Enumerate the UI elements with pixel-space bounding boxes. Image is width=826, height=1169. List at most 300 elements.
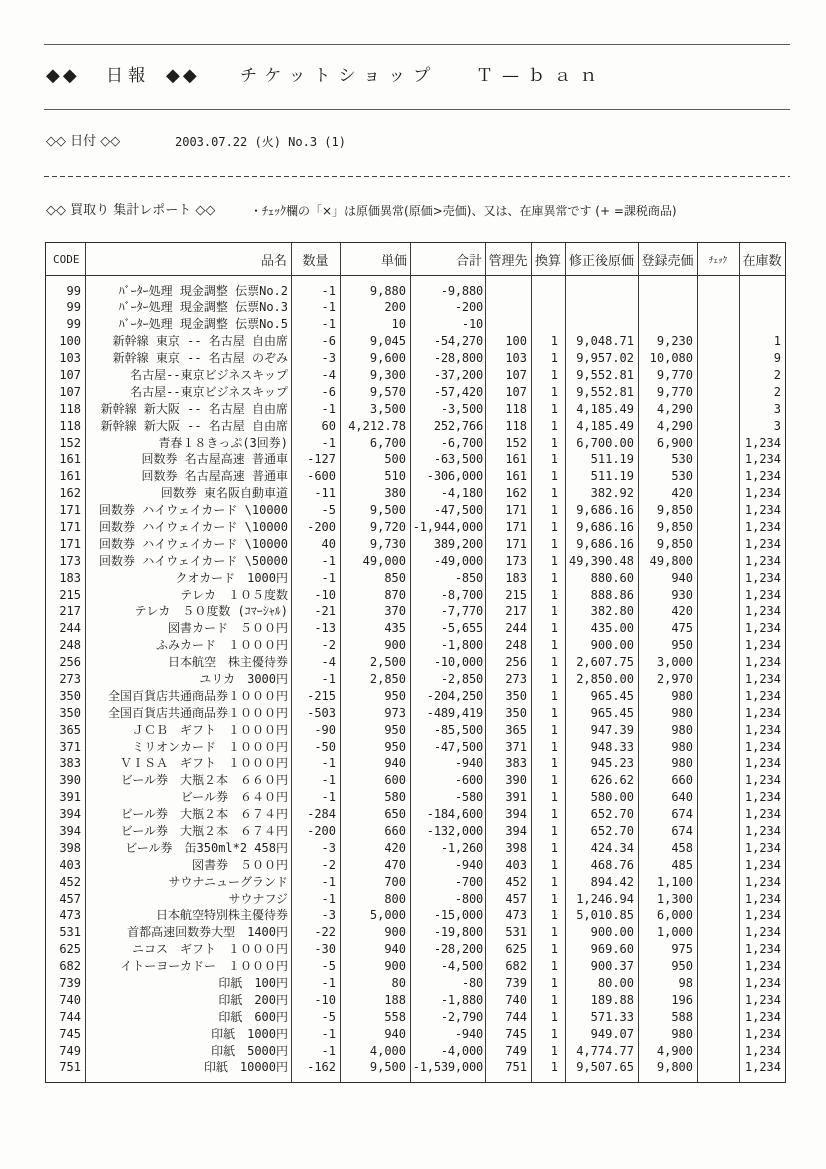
cell-sale-price: 950 <box>671 638 693 653</box>
cell-unit-price: 9,720 <box>369 519 406 534</box>
report-date: 2003.07.22 (火) No.3 (1) <box>175 135 346 149</box>
cell-adjusted-cost: 1,246.94 <box>576 891 634 906</box>
cell-adjusted-cost: 900.37 <box>590 959 634 974</box>
cell-adjusted-cost: 4,185.49 <box>576 401 634 416</box>
shop-name: チケットショップ <box>240 66 439 86</box>
cell-item-name: 青春１８きっぷ(3回券) <box>158 435 288 450</box>
table-row <box>46 350 785 367</box>
cell-stock: 1,234 <box>744 959 781 974</box>
cell-quantity: -3 <box>321 351 336 366</box>
cell-sale-price: 640 <box>671 790 693 805</box>
cell-unit-price: 973 <box>384 705 406 720</box>
cell-stock: 1,234 <box>744 553 781 568</box>
cell-managed-by: 739 <box>505 976 527 991</box>
cell-total: -8,700 <box>440 587 483 602</box>
cell-quantity: -11 <box>314 486 336 501</box>
cell-adjusted-cost: 9,552.81 <box>576 367 634 382</box>
cell-stock: 1,234 <box>744 688 781 703</box>
cell-code: 394 <box>59 824 81 838</box>
cell-total: -306,000 <box>426 469 483 484</box>
cell-managed-by: 744 <box>505 1009 527 1024</box>
cell-quantity: -1 <box>321 283 336 298</box>
cell-managed-by: 531 <box>505 925 527 940</box>
cell-total: -489,419 <box>426 705 483 720</box>
cell-item-name: ふみカード １０００円 <box>155 638 288 653</box>
cell-total: -63,500 <box>433 452 483 467</box>
cell-unit-price: 9,045 <box>369 334 406 349</box>
cell-total: -19,800 <box>433 925 483 940</box>
cell-stock: 1,234 <box>744 570 781 585</box>
cell-sale-price: 9,850 <box>656 536 693 551</box>
cell-total: -9,880 <box>440 283 483 298</box>
cell-item-name: テレカ ５０度数 (ｺﾏｰｼｬﾙ) <box>134 604 288 619</box>
cell-sale-price: 975 <box>671 942 693 957</box>
cell-check <box>697 874 739 891</box>
table-row <box>46 992 785 1009</box>
cell-sale-price: 9,770 <box>656 384 693 399</box>
cell-code: 531 <box>59 925 81 940</box>
cell-sale-price: 980 <box>671 705 693 720</box>
cell-managed-by <box>485 299 531 316</box>
cell-adjusted-cost: 424.34 <box>590 840 634 855</box>
table-row <box>46 333 785 350</box>
cell-conversion: 1 <box>550 807 558 822</box>
cell-stock: 1,234 <box>744 519 781 534</box>
cell-adjusted-cost: 2,607.75 <box>576 655 634 670</box>
cell-conversion: 1 <box>550 671 558 686</box>
cell-code: 751 <box>59 1060 81 1075</box>
cell-unit-price: 850 <box>384 570 406 585</box>
cell-quantity: -2 <box>321 857 336 872</box>
cell-stock: 1,234 <box>744 1009 781 1024</box>
cell-unit-price: 5,000 <box>369 908 406 923</box>
cell-stock <box>739 299 785 316</box>
cell-conversion: 1 <box>550 959 558 974</box>
column-header-managed-by: 管理先 <box>488 253 528 269</box>
cell-stock: 1 <box>773 334 781 349</box>
cell-conversion: 1 <box>550 992 558 1007</box>
cell-quantity: -21 <box>314 604 336 619</box>
column-header-unit-price: 単価 <box>380 253 407 269</box>
cell-sale-price: 980 <box>671 688 693 703</box>
cell-unit-price: 4,212.78 <box>348 418 406 433</box>
cell-quantity: -22 <box>314 925 336 940</box>
cell-stock <box>739 283 785 300</box>
cell-adjusted-cost: 652.70 <box>590 807 634 822</box>
table-row <box>46 299 785 316</box>
cell-item-name: サウナニューグランド <box>168 874 288 889</box>
cell-check <box>697 485 739 502</box>
cell-quantity: -1 <box>321 976 336 991</box>
cell-stock: 1,234 <box>744 486 781 501</box>
check-column-note: ・ﾁｪｯｸ欄の「×」は原価異常(原価>売価)、又は、在庫異常です (+ =課税商品) <box>250 204 677 218</box>
cell-managed-by: 118 <box>505 401 527 416</box>
cell-adjusted-cost: 880.60 <box>590 570 634 585</box>
cell-conversion: 1 <box>550 519 558 534</box>
cell-total: -10,000 <box>433 655 483 670</box>
cell-total: -940 <box>454 857 483 872</box>
cell-sale-price: 1,300 <box>656 891 693 906</box>
cell-unit-price: 9,500 <box>369 1060 406 1075</box>
cell-unit-price: 3,500 <box>369 401 406 416</box>
cell-managed-by: 473 <box>505 908 527 923</box>
cell-item-name: 印紙 600円 <box>218 1009 288 1024</box>
cell-unit-price: 420 <box>384 840 406 855</box>
table-row <box>46 1009 785 1026</box>
cell-adjusted-cost <box>565 283 638 300</box>
cell-item-name: 回数券 東名阪自動車道 <box>160 486 288 501</box>
cell-managed-by: 457 <box>505 891 527 906</box>
table-row <box>46 451 785 468</box>
cell-code: 625 <box>59 942 81 957</box>
cell-managed-by: 215 <box>505 587 527 602</box>
cell-item-name: 図書カード ５００円 <box>167 621 288 636</box>
table-row <box>46 654 785 671</box>
cell-item-name: 新幹線 新大阪 -- 名古屋 自由席 <box>100 418 288 433</box>
column-header-adjusted-cost: 修正後原価 <box>568 253 634 269</box>
cell-conversion: 1 <box>550 1009 558 1024</box>
table-row <box>46 570 785 587</box>
cell-conversion: 1 <box>550 351 558 366</box>
cell-item-name: イトーヨーカドー １０００円 <box>120 959 288 974</box>
cell-managed-by: 152 <box>505 435 527 450</box>
cell-conversion: 1 <box>550 401 558 416</box>
cell-adjusted-cost <box>565 316 638 333</box>
cell-managed-by: 394 <box>505 807 527 822</box>
cell-managed-by <box>485 316 531 333</box>
cell-stock: 1,234 <box>744 807 781 822</box>
cell-conversion: 1 <box>550 587 558 602</box>
cell-adjusted-cost: 900.00 <box>590 638 634 653</box>
cell-check <box>697 941 739 958</box>
cell-check <box>697 1059 739 1076</box>
table-row <box>46 958 785 975</box>
table-row <box>46 722 785 739</box>
cell-conversion: 1 <box>550 536 558 551</box>
cell-conversion: 1 <box>550 435 558 450</box>
cell-conversion: 1 <box>550 367 558 382</box>
cell-unit-price: 700 <box>384 874 406 889</box>
cell-managed-by: 162 <box>505 486 527 501</box>
cell-item-name: 日本航空特別株主優待券 <box>155 908 288 923</box>
table-row <box>46 502 785 519</box>
cell-unit-price: 660 <box>384 824 406 838</box>
cell-item-name: ニコス ギフト １０００円 <box>131 942 288 957</box>
cell-managed-by: 273 <box>505 671 527 686</box>
cell-code: 350 <box>59 688 81 703</box>
cell-quantity: -10 <box>314 992 336 1007</box>
cell-item-name: ビール券 大瓶２本 ６６０円 <box>120 773 288 788</box>
cell-total: -600 <box>454 773 483 788</box>
cell-adjusted-cost: 80.00 <box>597 976 634 991</box>
cell-code: 391 <box>59 790 81 805</box>
cell-unit-price: 370 <box>384 604 406 619</box>
cell-item-name: ビール券 大瓶２本 ６７４円 <box>120 824 288 838</box>
table-row <box>46 891 785 908</box>
cell-conversion: 1 <box>550 418 558 433</box>
cell-adjusted-cost: 511.19 <box>590 452 634 467</box>
cell-sale-price: 530 <box>671 452 693 467</box>
cell-quantity: -1 <box>321 435 336 450</box>
cell-quantity: -5 <box>321 1009 336 1024</box>
table-row <box>46 907 785 924</box>
cell-adjusted-cost: 965.45 <box>590 688 634 703</box>
cell-conversion: 1 <box>550 1043 558 1058</box>
column-header-total: 合計 <box>455 253 482 269</box>
cell-sale-price: 530 <box>671 469 693 484</box>
cell-total: -7,770 <box>440 604 483 619</box>
cell-item-name: 名古屋--東京ビジネスキップ <box>130 384 288 399</box>
cell-quantity: -13 <box>314 621 336 636</box>
cell-code: 107 <box>59 367 81 382</box>
cell-unit-price: 500 <box>384 452 406 467</box>
cell-managed-by: 161 <box>505 452 527 467</box>
cell-sale-price: 420 <box>671 604 693 619</box>
cell-unit-price: 10 <box>391 317 406 332</box>
cell-total: -850 <box>454 570 483 585</box>
cell-total: -4,180 <box>440 486 483 501</box>
cell-managed-by: 171 <box>505 519 527 534</box>
cell-total: -54,270 <box>433 334 483 349</box>
cell-code: 457 <box>59 891 81 906</box>
cell-adjusted-cost: 965.45 <box>590 705 634 720</box>
cell-check <box>697 654 739 671</box>
cell-adjusted-cost: 9,507.65 <box>576 1060 634 1075</box>
cell-quantity: -2 <box>321 638 336 653</box>
cell-unit-price: 900 <box>384 638 406 653</box>
cell-item-name: 印紙 200円 <box>218 992 288 1007</box>
cell-conversion: 1 <box>550 655 558 670</box>
cell-check <box>697 806 739 823</box>
cell-total: -15,000 <box>433 908 483 923</box>
cell-code: 215 <box>59 587 81 602</box>
cell-managed-by: 745 <box>505 1026 527 1041</box>
cell-conversion: 1 <box>550 739 558 754</box>
cell-managed-by: 350 <box>505 705 527 720</box>
cell-sale-price: 980 <box>671 739 693 754</box>
cell-total: 252,766 <box>433 418 483 433</box>
cell-unit-price: 870 <box>384 587 406 602</box>
cell-code: 152 <box>59 435 81 450</box>
cell-managed-by: 107 <box>505 367 527 382</box>
cell-code: 171 <box>59 536 81 551</box>
cell-item-name: 印紙 1000円 <box>211 1026 288 1041</box>
table-row <box>46 637 785 654</box>
table-row <box>46 1059 785 1076</box>
cell-total: -2,850 <box>440 671 483 686</box>
cell-code: 350 <box>59 705 81 720</box>
cell-check <box>697 418 739 435</box>
title-diamonds-left: ◆◆ <box>46 65 80 86</box>
cell-adjusted-cost: 652.70 <box>590 824 634 838</box>
cell-conversion: 1 <box>550 604 558 619</box>
cell-total: -580 <box>454 790 483 805</box>
cell-sale-price: 10,080 <box>649 351 693 366</box>
cell-check <box>697 536 739 553</box>
cell-conversion: 1 <box>550 722 558 737</box>
cell-total: 389,200 <box>433 536 483 551</box>
cell-stock: 1,234 <box>744 655 781 670</box>
cell-check <box>697 620 739 637</box>
cell-check <box>697 907 739 924</box>
cell-conversion: 1 <box>550 756 558 771</box>
cell-item-name: 新幹線 新大阪 -- 名古屋 自由席 <box>100 401 288 416</box>
cell-code: 100 <box>59 334 81 349</box>
cell-quantity: -5 <box>321 503 336 518</box>
cell-code: 452 <box>59 874 81 889</box>
cell-quantity: -1 <box>321 756 336 771</box>
cell-check <box>697 722 739 739</box>
cell-check <box>697 1009 739 1026</box>
cell-item-name: 全国百貨店共通商品券１０００円 <box>107 705 288 720</box>
cell-code: 398 <box>59 840 81 855</box>
column-header-sale-price: 登録売価 <box>641 253 694 269</box>
cell-managed-by: 391 <box>505 790 527 805</box>
cell-item-name: 全国百貨店共通商品券１０００円 <box>107 688 288 703</box>
cell-total: -132,000 <box>426 824 483 838</box>
cell-total: -1,944,000 <box>412 519 483 534</box>
cell-conversion: 1 <box>550 570 558 585</box>
cell-adjusted-cost: 511.19 <box>590 469 634 484</box>
cell-unit-price: 9,730 <box>369 536 406 551</box>
cell-stock: 1,234 <box>744 604 781 619</box>
cell-quantity: -1 <box>321 317 336 332</box>
cell-stock: 1,234 <box>744 739 781 754</box>
cell-check <box>697 553 739 570</box>
cell-conversion: 1 <box>550 874 558 889</box>
cell-total: -80 <box>461 976 483 991</box>
cell-unit-price: 200 <box>384 300 406 315</box>
table-row <box>46 924 785 941</box>
cell-code: 244 <box>59 621 81 636</box>
cell-stock: 1,234 <box>744 621 781 636</box>
table-header <box>46 243 785 276</box>
cell-adjusted-cost: 49,390.48 <box>568 553 634 568</box>
cell-adjusted-cost: 888.86 <box>590 587 634 602</box>
column-header-name: 品名 <box>260 253 287 269</box>
cell-quantity: -1 <box>321 570 336 585</box>
cell-unit-price: 188 <box>384 992 406 1007</box>
cell-sale-price: 1,100 <box>656 874 693 889</box>
cell-item-name: ビール券 大瓶２本 ６７４円 <box>120 807 288 822</box>
cell-code: 256 <box>59 655 81 670</box>
table-row <box>46 806 785 823</box>
cell-quantity: -1 <box>321 790 336 805</box>
cell-sale-price: 9,800 <box>656 1060 693 1075</box>
cell-item-name: 回数券 ハイウェイカード \10000 <box>99 519 288 534</box>
cell-check <box>697 570 739 587</box>
cell-sale-price: 950 <box>671 959 693 974</box>
cell-stock: 1,234 <box>744 976 781 991</box>
cell-total: -5,655 <box>440 621 483 636</box>
cell-code: 171 <box>59 503 81 518</box>
cell-unit-price: 800 <box>384 891 406 906</box>
cell-quantity: -3 <box>321 840 336 855</box>
table-row <box>46 823 785 840</box>
cell-conversion: 1 <box>550 334 558 349</box>
cell-managed-by: 103 <box>505 351 527 366</box>
purchase-summary-table <box>45 242 786 1083</box>
cell-check <box>697 367 739 384</box>
cell-sale-price: 196 <box>671 992 693 1007</box>
cell-unit-price: 900 <box>384 959 406 974</box>
cell-quantity: -50 <box>314 739 336 754</box>
cell-check <box>697 637 739 654</box>
cell-quantity: -1 <box>321 671 336 686</box>
cell-conversion: 1 <box>550 976 558 991</box>
cell-managed-by: 350 <box>505 688 527 703</box>
table-row <box>46 789 785 806</box>
cell-unit-price: 6,700 <box>369 435 406 450</box>
cell-quantity: -600 <box>307 469 336 484</box>
column-header-conversion: 換算 <box>534 253 561 269</box>
cell-adjusted-cost: 9,957.02 <box>576 351 634 366</box>
cell-quantity: -503 <box>307 705 336 720</box>
cell-unit-price: 2,850 <box>369 671 406 686</box>
cell-adjusted-cost: 9,686.16 <box>576 503 634 518</box>
cell-managed-by: 118 <box>505 418 527 433</box>
cell-adjusted-cost: 969.60 <box>590 942 634 957</box>
cell-adjusted-cost: 9,686.16 <box>576 519 634 534</box>
cell-code: 365 <box>59 722 81 737</box>
cell-conversion: 1 <box>550 452 558 467</box>
cell-stock: 1,234 <box>744 942 781 957</box>
cell-sale-price: 485 <box>671 857 693 872</box>
cell-sale-price: 660 <box>671 773 693 788</box>
title-diamonds-right: ◆◆ <box>166 65 200 86</box>
cell-item-name: ＶＩＳＡ ギフト １０００円 <box>119 756 288 771</box>
cell-stock: 9 <box>773 351 781 366</box>
cell-check <box>697 451 739 468</box>
table-row <box>46 671 785 688</box>
table-row <box>46 1043 785 1060</box>
cell-conversion: 1 <box>550 1060 558 1075</box>
cell-stock: 1,234 <box>744 452 781 467</box>
cell-conversion: 1 <box>550 908 558 923</box>
cell-adjusted-cost: 382.80 <box>590 604 634 619</box>
cell-quantity: -200 <box>307 824 336 838</box>
cell-item-name: 日本航空 株主優待券 <box>167 655 288 670</box>
cell-quantity: -1 <box>321 553 336 568</box>
cell-adjusted-cost: 580.00 <box>590 790 634 805</box>
cell-conversion <box>531 283 565 300</box>
cell-sale-price: 940 <box>671 570 693 585</box>
cell-stock: 1,234 <box>744 824 781 838</box>
cell-unit-price: 9,500 <box>369 503 406 518</box>
cell-managed-by: 371 <box>505 739 527 754</box>
cell-check <box>697 823 739 840</box>
cell-sale-price: 930 <box>671 587 693 602</box>
cell-code: 99 <box>66 317 81 332</box>
cell-item-name: 新幹線 東京 -- 名古屋 のぞみ <box>112 351 288 366</box>
cell-sale-price: 3,000 <box>656 655 693 670</box>
cell-item-name: 印紙 100円 <box>218 976 288 991</box>
cell-managed-by: 244 <box>505 621 527 636</box>
cell-code: 217 <box>59 604 81 619</box>
cell-item-name: 名古屋--東京ビジネスキップ <box>130 367 288 382</box>
cell-conversion: 1 <box>550 621 558 636</box>
cell-total: -2,790 <box>440 1009 483 1024</box>
cell-total: -1,260 <box>440 840 483 855</box>
cell-check <box>697 688 739 705</box>
cell-check <box>697 316 739 333</box>
cell-conversion: 1 <box>550 705 558 720</box>
cell-managed-by: 383 <box>505 756 527 771</box>
cell-adjusted-cost: 382.92 <box>590 486 634 501</box>
cell-item-name: サウナフジ <box>228 891 288 906</box>
cell-code: 171 <box>59 519 81 534</box>
cell-conversion: 1 <box>550 503 558 518</box>
